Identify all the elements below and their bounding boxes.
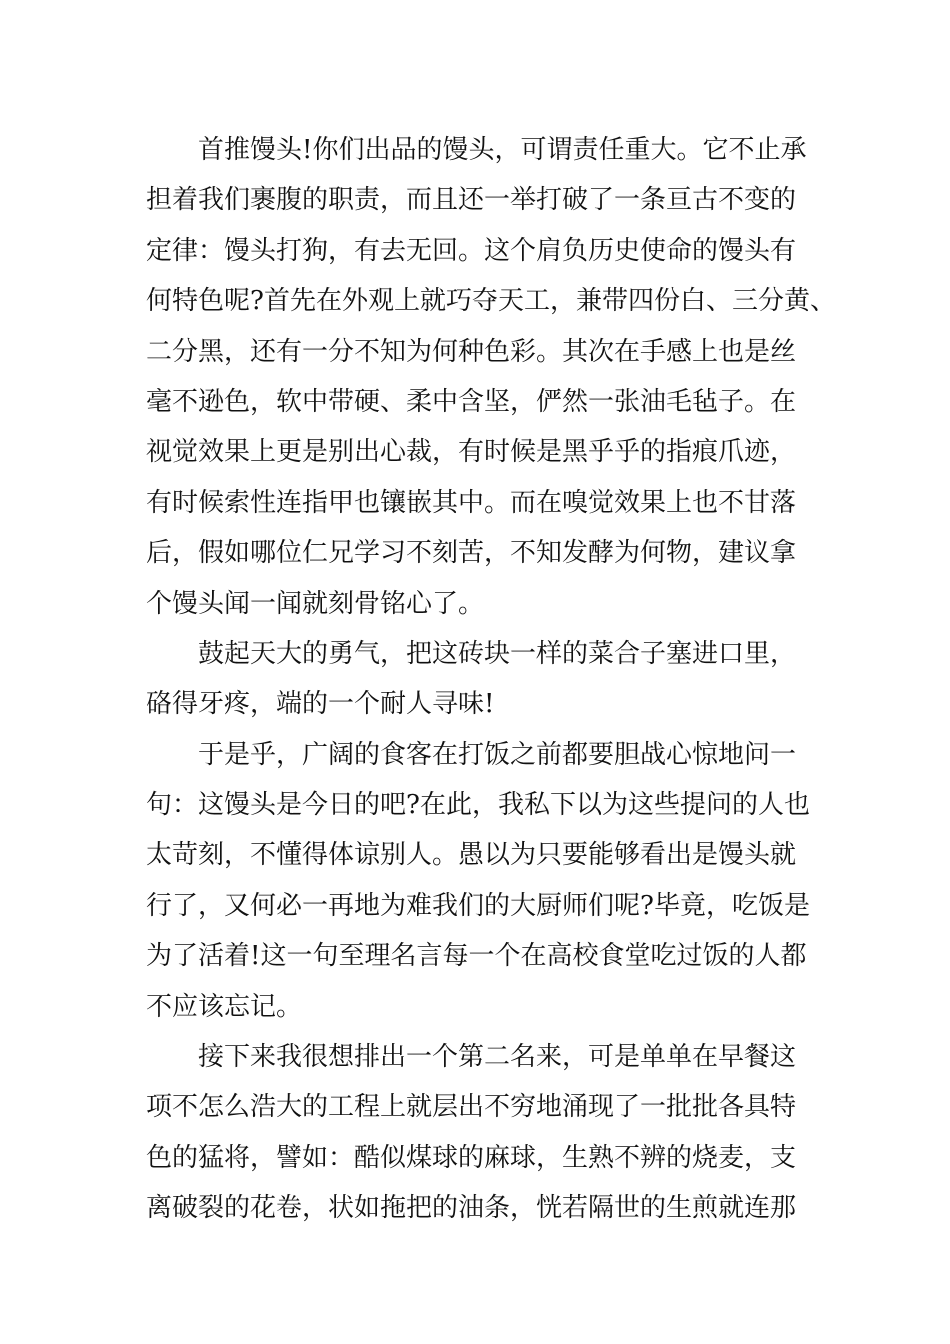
text-line: 视觉效果上更是别出心裁，有时候是黑乎乎的指痕爪迹，: [146, 437, 797, 468]
text-line: 色的猛将，譬如：酷似煤球的麻球，生熟不辨的烧麦，支: [146, 1142, 797, 1173]
text-line: 后，假如哪位仁兄学习不刻苦，不知发酵为何物，建议拿: [146, 538, 797, 569]
text-line: 二分黑，还有一分不知为何种色彩。其次在手感上也是丝: [146, 336, 797, 367]
text-line: 太苛刻，不懂得体谅别人。愚以为只要能够看出是馒头就: [146, 840, 797, 871]
paragraph-1: [146, 125, 836, 629]
text-line: 鼓起天大的勇气，把这砖块一样的菜合子塞进口里，: [198, 638, 797, 669]
text-line: 于是乎，广阔的食客在打饭之前都要胆战心惊地问一: [198, 739, 797, 770]
text-line: 离破裂的花卷，状如拖把的油条，恍若隔世的生煎就连那: [146, 1193, 797, 1224]
text-line: 不应该忘记。: [146, 991, 303, 1022]
text-line: 首推馒头!你们出品的馒头，可谓责任重大。它不止承: [198, 135, 807, 165]
text-line: 项不怎么浩大的工程上就层出不穷地涌现了一批批各具特: [146, 1092, 797, 1123]
text-line: 为了活着!这一句至理名言每一个在高校食堂吃过饭的人都: [146, 941, 807, 972]
text-line: 句：这馒头是今日的吧?在此，我私下以为这些提问的人也: [146, 790, 810, 821]
document-body: [146, 125, 836, 1234]
text-line: 定律：馒头打狗，有去无回。这个肩负历史使命的馒头有: [146, 235, 797, 266]
text-line: 个馒头闻一闻就刻骨铭心了。: [146, 588, 485, 619]
text-line: 行了，又何必一再地为难我们的大厨师们呢?毕竟，吃饭是: [146, 890, 810, 921]
text-line: 硌得牙疼，端的一个耐人寻味!: [146, 689, 495, 720]
text-line: 何特色呢?首先在外观上就巧夺天工，兼带四份白、三分黄、: [146, 286, 836, 317]
paragraph-3: [146, 730, 816, 1032]
text-line: 担着我们裹腹的职责，而且还一举打破了一条亘古不变的: [146, 185, 797, 216]
text-line: 毫不逊色，软中带硬、柔中含坚，俨然一张油毛毡子。在: [146, 386, 797, 417]
text-line: 有时候索性连指甲也镶嵌其中。而在嗅觉效果上也不甘落: [146, 487, 797, 518]
text-line: 接下来我很想排出一个第二名来，可是单单在早餐这: [198, 1042, 797, 1073]
paragraph-2: [146, 629, 816, 730]
paragraph-4: [146, 1032, 816, 1234]
